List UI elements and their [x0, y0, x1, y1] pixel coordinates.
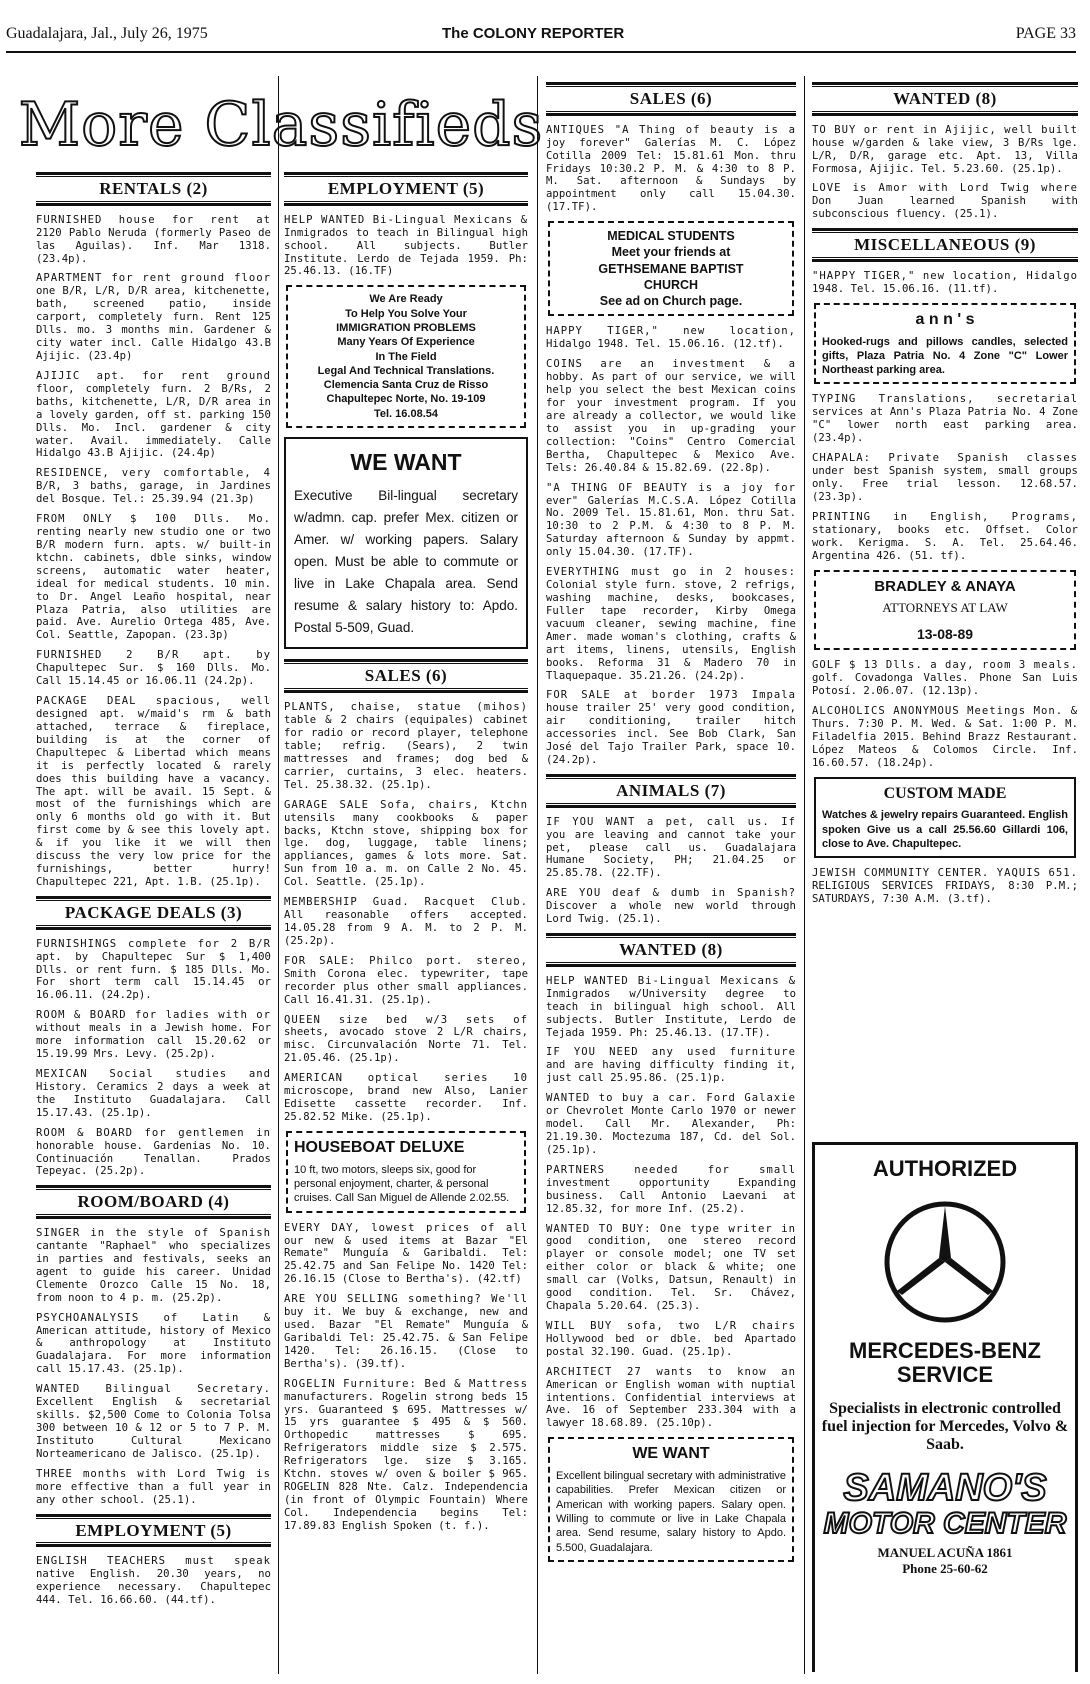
header-rule: [6, 51, 1076, 53]
box-line: MEDICAL STUDENTS: [607, 229, 735, 244]
classified-ad: AMERICAN optical series 10 microscope, brand new Also, Lanier Edisette cassette recorder. Inf. 25.82.52 Mike. (25.1p).: [284, 1072, 528, 1123]
classified-ad: WILL BUY sofa, two L/R chairs Hollywood bed or dble. bed Apartado postal 32.190. Guad. (25.1p).: [546, 1319, 796, 1358]
box-line: We Are Ready: [369, 293, 443, 306]
sales-ads: [284, 701, 528, 1124]
classified-ad: "HAPPY TIGER," new location, Hidalgo 1948. Tel. 15.06.16. (11.tf).: [812, 269, 1078, 295]
classified-ad: GOLF $ 13 Dlls. a day, room 3 meals. golf. Covadonga Valles. Phone San Luis Potosí. 2.06.07. (12.13p).: [812, 659, 1078, 697]
bradley-anaya-box: [814, 570, 1076, 651]
wanted-ads: [546, 975, 796, 1431]
section-heading: SALES (6): [284, 659, 528, 693]
box-line: Legal And Technical Translations.: [317, 364, 495, 377]
classified-ad: FURNISHED house for rent at 2120 Pablo Neruda (formerly Paseo de las Aguilas). Inf. Mar 1318. (23.4p).: [36, 213, 271, 265]
classified-ad: LOVE is Amor with Lord Twig where Don Juan learned Spanish with subconscious fluency. (25.1).: [812, 182, 1078, 221]
anns-box: [814, 303, 1076, 385]
box-line: See ad on Church page.: [599, 294, 743, 309]
we-want-box-2: [548, 1437, 794, 1562]
custom-made-title: CUSTOM MADE: [883, 784, 1007, 802]
rentals-ads: [36, 214, 271, 889]
room-board-ads: [36, 1227, 271, 1506]
classified-ad: PSYCHOANALYSIS of Latin & American attitude, history of Mexico & anthropology at Instituto Guadalajara. For more information call 15.17.43. (25.1p).: [36, 1311, 271, 1376]
we-want-body-2: Excellent bilingual secretary with administrative capabilities. Prefer Mexican citizen or American with working papers. Salary open. Willing to commute or live in Lake Chapala area. Send resume, salary history to Apdo. 5.500, Guadalajara.: [556, 1470, 786, 1554]
classified-ad: PRINTING in English, Programs, stationary, books etc. Offset. Color work. Kerigma. S. A. Tel. 25.64.46. Argentina 426. (51. tf).: [812, 510, 1078, 562]
classified-ad: ROGELIN Furniture: Bed & Mattress manufacturers. Rogelin strong beds 15 yrs. Guaranteed $ 695. Mattresses w/ 15 yrs guarantee $ 495 & $ 560. Orthopedic mattresses $ 695. Refrigerators middle size $ 2.575. Refrigerators lge. size $ 3.165. Ktchn. stoves w/ oven & boiler $ 965. ROGELIN 828 Nte. Calz. Independencia (in front of Olympic Fountain) Where Col. Independencia begins Tel: 17.89.83 English Spoken (t. f.).: [284, 1377, 528, 1532]
classified-ad: ROOM & BOARD for ladies with or without meals in a Jewish home. For more information call 15.20.62 or 15.19.99 Mrs. Levy. (25.2p).: [36, 1009, 271, 1061]
classified-ad: WANTED TO BUY: One type writer in good condition, one stereo record player or console model; one TV set either color or black & white; one small car (Volks, Datsun, Renault) in good condition. Tel. Sr. Chávez, Chapala 5.20.64. (25.3).: [546, 1222, 796, 1313]
column-2: [284, 166, 528, 1674]
column-rule: [804, 76, 805, 1674]
we-want-box: [284, 437, 528, 649]
anns-title: a n n ' s: [915, 310, 975, 328]
section-heading: ANIMALS (7): [546, 774, 796, 808]
classified-ad: TYPING Translations, secretarial services at Ann's Plaza Patria No. 4 Zone "C" lower north east parking area. (23.4p).: [812, 393, 1078, 445]
medical-students-box: [548, 221, 794, 316]
houseboat-title: HOUSEBOAT DELUXE: [294, 1138, 465, 1156]
mercedes-phone: Phone 25-60-62: [902, 1561, 988, 1577]
classified-ad: ENGLISH TEACHERS must speak native English. 20.30 years, no experience necessary. Chapultepec 444. Tel. 16.66.60. (44.tf).: [36, 1555, 271, 1607]
box-line: Many Years Of Experience: [337, 336, 475, 349]
classifieds-banner: [18, 86, 544, 164]
misc-ads-3: [812, 659, 1078, 769]
package-ads: [36, 938, 271, 1179]
misc-ads: [812, 270, 1078, 296]
classified-ad: CHAPALA: Private Spanish classes under best Spanish system, small groups only. Free trial lesson. 12.68.57. (23.3p).: [812, 452, 1078, 503]
classified-ad: HAPPY TIGER," new location, Hidalgo 1948. Tel. 15.06.16. (12.tf).: [546, 325, 796, 351]
box-line: GETHSEMANE BAPTIST: [598, 261, 744, 276]
mercedes-line-1: MERCEDES-BENZ: [849, 1338, 1041, 1364]
dateline: Guadalajara, Jal., July 26, 1975: [6, 25, 208, 42]
classified-ad: FOR SALE: Philco port. stereo, Smith Corona elec. typewriter, tape recorder plus other small appliances. Call 16.41.31. (25.1p).: [284, 954, 528, 1006]
classified-ad: IF YOU WANT a pet, call us. If you are leaving and cannot take your pet, please call us. Guadalajara Humane Society, PH; 21.04.25 or 25.85.78. (22.TF).: [546, 815, 796, 880]
classified-ad: WANTED Bilingual Secretary. Excellent English & secretarial skills. $2,500 Come to Colonia Tolsa 300 between 10 & 12 or 5 to 7 P. M. Instituto Cultural Mexicano Norteamericano de Jalisco. (25.1p).: [36, 1383, 271, 1460]
section-heading: WANTED (8): [812, 82, 1078, 116]
column-rule: [537, 76, 538, 1674]
misc-ads-4: [812, 867, 1078, 906]
classified-ad: HELP WANTED Bi-Lingual Mexicans & Inmigrados w/University degree to teach in bilingual high school. All subjects. Butler Institute, Lerdo de Tejada 1959. Ph: 25.46.13. (17.TF).: [546, 974, 796, 1039]
we-want-body: Executive Bil-lingual secretary w/admn. cap. prefer Mex. citizen or Amer. w/ working papers. Salary open. Must be able to commute or live in Lake Chapala area. Send resume & salary history to: Apdo. Postal 5-509, Guad.: [294, 488, 518, 635]
mercedes-line-2: SERVICE: [896, 1362, 994, 1388]
box-line: CHURCH: [643, 277, 699, 292]
sales-ads-2: [284, 1222, 528, 1533]
employment-ads: [36, 1555, 271, 1607]
box-line: Tel. 16.08.54: [373, 407, 438, 420]
classified-ad: FROM ONLY $ 100 Dlls. Mo. renting nearly new studio one or two B/R modern furn. apts. w/ built-in ktchn. cabinets, dble sinks, window screens, automatic water heater, ideal for medical students. 10 min. to Dr. Angel Leaño hospital, near Plaza Patria, also utilities are paid. Ave. Aurelio Ortega 485, Ave. Col. Seattle, Zapopan. (23.3p): [36, 513, 271, 642]
mercedes-ad: [812, 1142, 1078, 1672]
mercedes-address: MANUEL ACUÑA 1861: [877, 1544, 1013, 1560]
masthead: The COLONY REPORTER: [442, 25, 625, 42]
classified-ad: ALCOHOLICS ANONYMOUS Meetings Mon. & Thurs. 7:30 P. M. Wed. & Sat. 1:00 P. M. Filadelfia 2015. Behind Brazz Restaurant. López Mateos & Colomos Circle. Inf. 16.60.57. (18.24p).: [812, 704, 1078, 769]
samanos-logo: SAMANO'S: [843, 1466, 1047, 1509]
custom-made-box: [814, 777, 1076, 859]
we-want-title-2: WE WANT: [632, 1445, 710, 1463]
wanted-ads: [812, 124, 1078, 221]
firm-tagline: ATTORNEYS AT LAW: [882, 600, 1008, 616]
box-line: IMMIGRATION PROBLEMS: [336, 321, 476, 334]
authorized-label: AUTHORIZED: [872, 1156, 1018, 1181]
banner-title: More Classifieds: [18, 89, 544, 160]
immigration-box: [286, 285, 526, 428]
column-1: [36, 166, 271, 1674]
classified-ad: THREE months with Lord Twig is more effective than a full year in any other school. (25.1).: [36, 1467, 271, 1506]
page-number: PAGE 33: [1015, 25, 1076, 42]
classified-ad: WANTED to buy a car. Ford Galaxie or Chevrolet Monte Carlo 1970 or newer model. Call Mr. Alexander, Ph: 21.19.30. Moctezuma 187, Cd. del Sol. (25.1p).: [546, 1092, 796, 1156]
classified-ad: MEXICAN Social studies and History. Ceramics 2 days a week at the Instituto Guadalajara. Call 15.17.43. (25.1p).: [36, 1067, 271, 1119]
classified-ad: "A THING OF BEAUTY is a joy for ever" Galerías M.C.S.A. López Cotilla No. 2009 Tel. 15.81.61, Mon. thru Sat. 10:30 to 2 P.M. & 4:30 to 8 P. M. Saturday afternoon & Sunday by appmt. only 15.04.30. (17.TF).: [546, 481, 796, 559]
classified-ad: ARE YOU deaf & dumb in Spanish? Discover a whole new world through Lord Twig. (25.1).: [546, 887, 796, 926]
sales-ads-2: [546, 325, 796, 767]
custom-made-body: Watches & jewelry repairs Guaranteed. English spoken Give us a call 25.56.60 Gillardi 106, close to Ave. Chapultepec.: [822, 809, 1068, 850]
sales-ads: [546, 124, 796, 214]
firm-name: BRADLEY & ANAYA: [874, 577, 1016, 595]
box-line: Meet your friends at: [611, 245, 731, 260]
section-heading: PACKAGE DEALS (3): [36, 896, 271, 930]
classified-ad: FURNISHED 2 B/R apt. by Chapultepec Sur. $ 160 Dlls. Mo. Call 15.14.45 or 16.06.11 (24.2p).: [36, 649, 271, 688]
animals-ads: [546, 816, 796, 926]
classified-ad: PLANTS, chaise, statue (mihos) table & 2 chairs (equipales) cabinet for radio or record player, telephone table; refrig. (Sears), 2 twin mattresses and frames; dog bed & carrier, curtains, 3 elec. heaters. Tel. 25.38.32. (25.1p).: [284, 701, 528, 791]
classified-ad: MEMBERSHIP Guad. Racquet Club. All reasonable offers accepted. 14.05.28 from 9 A. M. to 2 P. M. (25.2p).: [284, 896, 528, 947]
section-heading: MISCELLANEOUS (9): [812, 228, 1078, 262]
box-line: In The Field: [375, 350, 437, 363]
classified-ad: ARCHITECT 27 wants to know an American or English woman with nuptial intentions. Confidential interviews at Ave. 16 of September 233.304 with a lawyer 18.68.89. (25.10p).: [546, 1365, 796, 1430]
classified-ad: ROOM & BOARD for gentlemen in honorable house. Gardenias No. 10. Continuación Tenallan. Prados Tepeyac. (25.2p).: [36, 1126, 271, 1178]
section-heading: SALES (6): [546, 82, 796, 116]
we-want-title: WE WANT: [350, 449, 462, 476]
classified-ad: ANTIQUES "A Thing of beauty is a joy forever" Galerías M. C. López Cotilla 2009 Tel: 15.81.61 Mon. thru Fridays 10:30.2 P. M. & 4:30 to 8 P. M. Sat. afternoon & Sundays by appointment only call 15.04.30. (17.TF).: [546, 123, 796, 214]
section-heading: EMPLOYMENT (5): [36, 1514, 271, 1548]
column-rule: [278, 76, 279, 1674]
motor-center-logo: MOTOR CENTER: [823, 1506, 1067, 1540]
section-heading: ROOM/BOARD (4): [36, 1185, 271, 1219]
box-line: Clemencia Santa Cruz de Risso: [323, 379, 489, 392]
classified-ad: GARAGE SALE Sofa, chairs, Ktchn utensils many cookbooks & paper backs, Ktchn stove, shipping box for lge. dog, luggage, table linens; appliances, games & lots more. Sat. Sun from 10 a. m. on Calle 2 No. 45. Col. Seattle. (25.1p).: [284, 798, 528, 889]
classified-ad: HELP WANTED Bi-Lingual Mexicans & Inmigrados to teach in Bilingual high school. All subjects. Butler Institute. Lerdo de Tejada 1959. Ph: 25.46.13. (16.TF): [284, 213, 528, 278]
classified-ad: JEWISH COMMUNITY CENTER. YAQUIS 651. RELIGIOUS SERVICES FRIDAYS, 8:30 P.M.; SATURDAYS, 7:30 A.M. (3.tf).: [812, 867, 1078, 906]
houseboat-box: [286, 1131, 526, 1213]
classified-ad: TO BUY or rent in Ajijic, well built house w/garden & lake view, 3 B/Rs lge. L/R, D/R, garage etc. Apt. 13, Villa Formosa, Ajijic. Tel. 5.23.60. (25.1p).: [812, 123, 1078, 175]
houseboat-body: 10 ft, two motors, sleeps six, good for personal enjoyment, charter, & personal cruises. Call San Miguel de Allende 2.02.55.: [294, 1163, 510, 1205]
classified-ad: IF YOU NEED any used furniture and are having difficulty finding it, just call 25.95.86. (25.1)p.: [546, 1046, 796, 1085]
mercedes-specialists: Specialists in electronic controlled fuel injection for Mercedes, Volvo & Saab.: [821, 1399, 1069, 1454]
classified-ad: PACKAGE DEAL spacious, well designed apt. w/maid's rm & bath attached, terrace & fireplace, building is at the corner of Chapultepec & Libertad which means it is perfectly located & rarely does this building have a vacancy. The apt. will be avail. 15 Sept. & most of the furnishings which are only 6 months old go with it. But first come by & see this lovely apt. & if you like it we will then discuss the very low price for the furnishings, better hurry! Chapultepec 221, Apt. 1.B. (25.1p).: [36, 695, 271, 888]
misc-ads-2: [812, 393, 1078, 562]
mercedes-star-logo: [880, 1197, 1010, 1327]
classified-ad: FURNISHINGS complete for 2 B/R apt. by Chapultepec Sur $ 1,400 Dlls. or rent furn. $ 185 Dlls. Mo. For short term call 15.14.45 or 16.06.11. (24.2p).: [36, 937, 271, 1002]
firm-phone: 13-08-89: [916, 625, 974, 642]
classified-ad: APARTMENT for rent ground floor one B/R, L/R, D/R area, kitchenette, bath, screened patio, inside carport, completely furn. Rent 125 Dlls. mo. 3 months min. Gardener & city water incl. Calle Hidalgo 43.B Ajijic. (23.4p): [36, 272, 271, 362]
classified-ad: SINGER in the style of Spanish cantante "Raphael" who specializes in parties and festivals, seeks an agent to guide his career. Unidad Clemente Orozco Calle 15 No. 18, from noon to 4 p. m. (25.2p).: [36, 1227, 271, 1304]
column-4: [812, 76, 1078, 1136]
column-3: [546, 76, 796, 1674]
section-heading: EMPLOYMENT (5): [284, 172, 528, 206]
section-heading: WANTED (8): [546, 933, 796, 967]
classified-ad: EVERY DAY, lowest prices of all our new & used items at Bazar "El Remate" Munguía & Garibaldi. Tel: 25.42.75 and San Felipe No. 1420 Tel: 26.16.15 (Close to Bertha's). (42.tf): [284, 1221, 528, 1286]
section-heading: RENTALS (2): [36, 172, 271, 206]
box-line: Chapultepec Norte, No. 19-109: [326, 393, 486, 406]
employment-ads: [284, 214, 528, 279]
classified-ad: EVERYTHING must go in 2 houses: Colonial style furn. stove, 2 refrigs, washing machine, desks, bookcases, Fuller tape recorder, Kirby Omega vacuum cleaner, sewing machine, fine Amer. made woman's clothing, crafts & art items, linens, utensils, English books. Reforma 31 & Madero 70 in Tlaquepaque. 35.21.26. (24.2p).: [546, 566, 796, 682]
classified-ad: FOR SALE at border 1973 Impala house trailer 25' very good condition, air conditioning, trailer hitch accessories incl. See Bob Clark, San José del Tajo Trailer Park, space 10. (24.2p).: [546, 689, 796, 767]
classified-ad: QUEEN size bed w/3 sets of sheets, avocado stove 2 L/R chairs, misc. Circunvalación Norte 71. Tel. 21.05.46. (25.1p).: [284, 1013, 528, 1065]
box-line: To Help You Solve Your: [345, 307, 467, 320]
classified-ad: RESIDENCE, very comfortable, 4 B/R, 3 baths, garage, in Jardines del Bosque. Tel.: 25.39.94 (21.3p): [36, 467, 271, 506]
page-header: [0, 10, 1090, 60]
classified-ad: PARTNERS needed for small investment opportunity Expanding business. Call Antonio Laevani at 12.85.32, for more Inf. (25.2).: [546, 1163, 796, 1215]
classified-ad: ARE YOU SELLING something? We'll buy it. We buy & exchange, new and used. Bazar "El Remate" Munguía & Garibaldi Tel: 25.42.75. & San Felipe 1420. Tel: 26.16.15. (Close to Bertha's). (39.tf).: [284, 1293, 528, 1370]
classified-ad: COINS are an investment & a hobby. As part of our service, we will help you select the best Mexican coins for your investment program. If you are already a collector, we would like to assist you in up-grading your collection: "Coins" Centro Comercial Bertha, Chapultepec & Mexico Ave. Tels: 26.40.84 & 15.82.69. (22.8p).: [546, 358, 796, 474]
anns-body: Hooked-rugs and pillows candles, selected gifts, Plaza Patria No. 4 Zone "C" Lower Northeast parking area.: [822, 335, 1068, 377]
classified-ad: AJIJIC apt. for rent ground floor, completely furn. 2 B/Rs, 2 baths, kitchenette, L/R, D/R area in a lovely garden, off st. parking 150 Dlls. Mo. Incl. gardener & city water. Avail. immediately. Calle Hidalgo 43.B Ajijic. (24.4p): [36, 369, 271, 460]
